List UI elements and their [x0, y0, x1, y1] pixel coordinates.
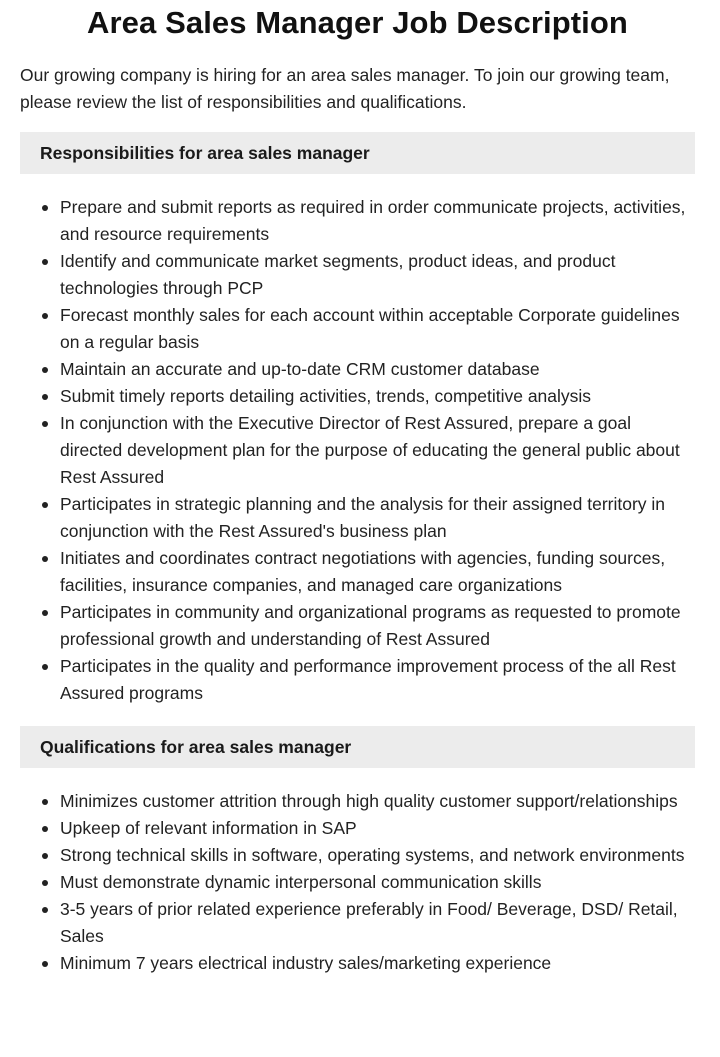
list-item-text: Minimizes customer attrition through high quality customer support/relationships [60, 791, 678, 811]
list-item-text: 3-5 years of prior related experience preferably in Food/ Beverage, DSD/ Retail, Sales [60, 899, 678, 946]
list-item [60, 815, 695, 842]
list-item [60, 788, 695, 815]
list-item-text: Initiates and coordinates contract negotiations with agencies, funding sources, facilities, insurance companies, and managed care organizations [60, 548, 666, 595]
bullet-icon [42, 799, 48, 805]
list-item-text: Participates in the quality and performance improvement process of the all Rest Assured programs [60, 656, 676, 703]
qualifications-header [20, 726, 695, 768]
bullet-icon [42, 880, 48, 886]
list-item-text: Participates in community and organizational programs as requested to promote professional growth and understanding of Rest Assured [60, 602, 681, 649]
list-item-text: Maintain an accurate and up-to-date CRM customer database [60, 359, 540, 379]
list-item-text: In conjunction with the Executive Director of Rest Assured, prepare a goal directed development plan for the purpose of educating the general public about Rest Assured [60, 413, 680, 487]
bullet-icon [42, 664, 48, 670]
list-item [60, 599, 695, 653]
list-item-text: Prepare and submit reports as required in order communicate projects, activities, and resource requirements [60, 197, 686, 244]
list-item-text: Must demonstrate dynamic interpersonal communication skills [60, 872, 542, 892]
list-item [60, 653, 695, 707]
bullet-icon [42, 961, 48, 967]
list-item-text: Participates in strategic planning and the analysis for their assigned territory in conjunction with the Rest Assured's business plan [60, 494, 666, 541]
list-item-text: Strong technical skills in software, operating systems, and network environments [60, 845, 685, 865]
list-item [60, 410, 695, 491]
bullet-icon [42, 502, 48, 508]
intro-paragraph: Our growing company is hiring for an area sales manager. To join our growing team, please review the list of responsibilities and qualifications. [20, 65, 670, 112]
list-item [60, 950, 695, 977]
bullet-icon [42, 259, 48, 265]
responsibilities-heading: Responsibilities for area sales manager [40, 142, 370, 163]
list-item [60, 383, 695, 410]
list-item [60, 302, 695, 356]
list-item-text: Upkeep of relevant information in SAP [60, 818, 357, 838]
bullet-icon [42, 610, 48, 616]
responsibilities-header [20, 132, 695, 174]
list-item [60, 869, 695, 896]
list-item-text: Minimum 7 years electrical industry sales/marketing experience [60, 953, 552, 973]
bullet-icon [42, 313, 48, 319]
list-item-text: Forecast monthly sales for each account within acceptable Corporate guidelines on a regular basis [60, 305, 680, 352]
list-item [60, 248, 695, 302]
bullet-icon [42, 907, 48, 913]
list-item-text: Submit timely reports detailing activities, trends, competitive analysis [60, 386, 592, 406]
bullet-icon [42, 367, 48, 373]
list-item [60, 545, 695, 599]
list-item [60, 356, 695, 383]
bullet-icon [42, 556, 48, 562]
bullet-icon [42, 421, 48, 427]
list-item [60, 896, 695, 950]
responsibilities-list [20, 194, 695, 707]
list-item [60, 194, 695, 248]
list-item-text: Identify and communicate market segments, product ideas, and product technologies through PCP [60, 251, 616, 298]
page-title: Area Sales Manager Job Description [87, 5, 628, 40]
bullet-icon [42, 853, 48, 859]
qualifications-list [20, 788, 695, 977]
bullet-icon [42, 205, 48, 211]
bullet-icon [42, 394, 48, 400]
list-item [60, 842, 695, 869]
bullet-icon [42, 826, 48, 832]
list-item [60, 491, 695, 545]
qualifications-heading: Qualifications for area sales manager [40, 736, 352, 757]
